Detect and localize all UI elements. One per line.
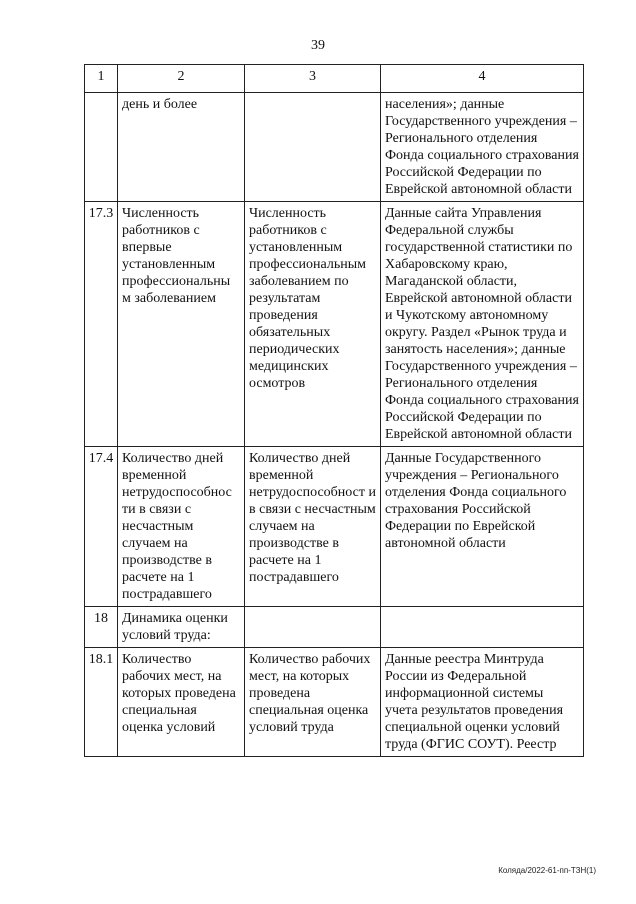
- source-cell: Данные реестра Минтруда России из Федеральной информационной системы учета результатов проведения специальной оценки условий труда (ФГИС СОУТ). Реестр: [381, 648, 584, 757]
- source-cell: Данные Государственного учреждения – Регионального отделения Фонда социального страхования Российской Федерации по Еврейской автономной области: [381, 447, 584, 607]
- description-cell: Численность работников с установленным профессиональным заболеванием по результатам проведения обязательных периодических медицинских осмотров: [245, 202, 381, 447]
- document-code: Коляда/2022-61-пп-ТЗН(1): [498, 866, 596, 875]
- description-cell: [245, 93, 381, 202]
- row-number: 17.4: [85, 447, 118, 607]
- row-number: 17.3: [85, 202, 118, 447]
- indicator-cell: день и более: [118, 93, 245, 202]
- table-row: [85, 607, 584, 648]
- column-header: 4: [381, 65, 584, 93]
- indicator-cell: Динамика оценки условий труда:: [118, 607, 245, 648]
- column-header: 3: [245, 65, 381, 93]
- table-row: [85, 447, 584, 607]
- indicator-cell: Количество дней временной нетрудоспособнос ти в связи с несчастным случаем на производстве в расчете на 1 пострадавшего: [118, 447, 245, 607]
- source-cell: Данные сайта Управления Федеральной службы государственной статистики по Хабаровскому краю, Магаданской области, Еврейской автономной области и Чукотскому автономному округу. Раздел «Рынок труда и занятость населения»; данные Государственного учреждения – Регионального отделения Фонда социального страхования Российской Федерации по Еврейской автономной области: [381, 202, 584, 447]
- page-number: 39: [311, 38, 325, 53]
- table-row: [85, 648, 584, 757]
- description-cell: Количество рабочих мест, на которых проведена специальная оценка условий труда: [245, 648, 381, 757]
- description-cell: Количество дней временной нетрудоспособност и в связи с несчастным случаем на производстве в расчете на 1 пострадавшего: [245, 447, 381, 607]
- column-header: 2: [118, 65, 245, 93]
- table-row: [85, 93, 584, 202]
- row-number: 18.1: [85, 648, 118, 757]
- row-number: 18: [85, 607, 118, 648]
- source-cell: [381, 607, 584, 648]
- description-cell: [245, 607, 381, 648]
- table-row: [85, 202, 584, 447]
- table-header-row: [85, 65, 584, 93]
- row-number: [85, 93, 118, 202]
- indicator-cell: Количество рабочих мест, на которых проведена специальная оценка условий: [118, 648, 245, 757]
- column-header: 1: [85, 65, 118, 93]
- indicators-table: [84, 64, 584, 757]
- source-cell: населения»; данные Государственного учреждения – Регионального отделения Фонда социального страхования Российской Федерации по Еврейской автономной области: [381, 93, 584, 202]
- indicator-cell: Численность работников с впервые установленным профессиональны м заболеванием: [118, 202, 245, 447]
